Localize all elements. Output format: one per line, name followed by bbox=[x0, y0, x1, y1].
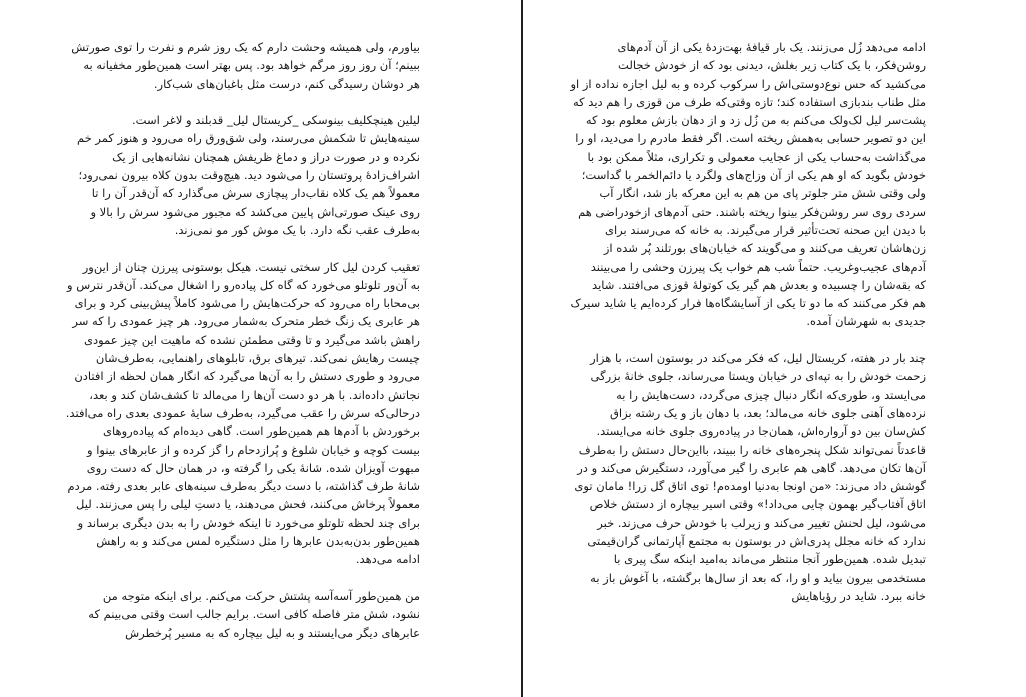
paragraph bbox=[570, 38, 926, 331]
text-line: به‌طرف عقب نگه دارد. با یک موش کور مو نمی‌زند. bbox=[174, 222, 420, 237]
paragraph bbox=[77, 111, 420, 239]
text-line: معمولاً پرخاش می‌کنند، فحش می‌دهند، یا دستِ لیلی را پس می‌زنند. لیل bbox=[76, 497, 420, 512]
text-line: خودش بگوید که او هم یکی از آن وزاج‌های ولگرد یا دائم‌الخمر با گداست؛ bbox=[581, 168, 926, 183]
text-line: می‌کشید که حس نوع‌دوستی‌اش را سرکوب کرده و به لیل اجازه نداده از او bbox=[570, 76, 926, 91]
text-line: گوشش داد می‌زند: «من اونجا به‌دنیا اومده‌م! توی اتاق گل زرا! مامان توی bbox=[574, 479, 926, 494]
text-line: قاعدتاً نمی‌تواند شکل پنجره‌های خانه را ببیند، بااین‌حال دستش را به‌طرف bbox=[578, 442, 926, 457]
text-line: نکرده و در صورت دراز و دماغ ظریفش همچنان نشانه‌هایی از یک bbox=[112, 149, 420, 164]
text-line: چند بار در هفته، کریستال لیل، که فکر می‌کند در بوستون است، با هزار bbox=[590, 351, 926, 366]
text-line: روشن‌فکر، با یک کتاب زیر بغلش، دیدنی بود که از خودش خجالت bbox=[618, 58, 926, 73]
text-line: می‌شود، لیل لحنش تغییر می‌کند و زیرلب با خودش حرف می‌زند. خبر bbox=[597, 515, 926, 530]
text-line: بیست کوچه و خیابان شلوغ و پُرازدحام را گز کرده و از عابرهای بینوا و bbox=[87, 442, 420, 457]
text-line: خانه ببرد. شاید در رؤیاهایش bbox=[791, 588, 926, 603]
text-line: برای چند لحظه تلوتلو می‌خورد تا اینکه خودش را به بدن دیگری برساند و bbox=[77, 515, 420, 530]
text-line: زحمت خودش را به تپه‌ای در خیابان ویستا می‌رساند، جلوی خانهٔ بزرگی bbox=[590, 369, 926, 384]
text-line: من همین‌طور آسه‌آسه پشتش حرکت می‌کنم. برای اینکه متوجه من bbox=[102, 588, 420, 603]
text-line: نرده‌های آهنی جلوی خانه می‌مالد؛ بعد، با دهان باز و یک رشته بزاق bbox=[609, 405, 926, 420]
text-line: درحالی‌که سرش را عقب می‌گیرد، به‌طرف سایهٔ عمودی بعدی راه می‌افتد. bbox=[65, 405, 420, 420]
text-line: می‌ایستد و، طوری‌که انگار دنبال چیزی می‌گردد، دست‌هایش را به bbox=[616, 387, 926, 402]
right-page bbox=[524, 0, 1026, 697]
paragraph-gap bbox=[610, 331, 926, 349]
paragraph bbox=[86, 587, 420, 642]
text-line: می‌گذاشت به‌حساب یکی از عجایب معمولی و تکراری، مثلاً ممکن بود با bbox=[587, 149, 926, 164]
text-line: روی عینک صورتی‌اش پایین می‌کشد که مجبور می‌شود سرش را بالا و bbox=[90, 204, 420, 219]
text-line: که بقه‌شان را چسبیده و بعدش هم گیر یک کوتولهٔ قوزی می‌افتند. شاید bbox=[592, 277, 926, 292]
text-line: آن‌ها تکان می‌دهد. گاهی هم عابری را گیر می‌آورد، دستگیرش می‌کند و در bbox=[577, 460, 926, 475]
text-line: اتاق آفتاب‌گیر بهمون چایی می‌داد!» وقتی اسیر بیچاره از دستش خلاص bbox=[589, 497, 926, 512]
paragraph-gap bbox=[86, 569, 420, 587]
text-line: ندارد که خانه مجلل پدری‌اش در بوستون به مجتمع آپارتمانی گران‌قیمتی bbox=[587, 534, 926, 549]
text-line: برخوردش با آدم‌ها هم همین‌طور است. گاهی دیده‌ام که پیاده‌روهای bbox=[103, 424, 420, 439]
text-line: تعقیب کردن لیل کار سختی نیست. هیکل بوستونی پیرزن چنان از این‌ور bbox=[82, 259, 420, 274]
text-line: مستخدمی بیرون بیاید و او را، که بعد از سال‌ها برگشته، با آغوش باز به bbox=[590, 570, 926, 585]
text-line: ادامه می‌دهد. bbox=[355, 552, 420, 567]
text-line: لیلین هینچکلیف بینوسکی _کریستال لیل_ قدبلند و لاغر است. bbox=[132, 113, 420, 128]
text-line: به آن‌ور تلوتلو می‌خورد که گاه کل پیاده‌رو را اشغال می‌کند. آن‌قدر نترس و bbox=[67, 277, 420, 292]
text-line: شانهٔ طرف گذاشته، با دست دیگر به‌طرف سینه‌های عابر بعدی رفته. مردم bbox=[67, 479, 420, 494]
paragraph-gap bbox=[86, 93, 420, 111]
paragraph-gap bbox=[86, 239, 420, 257]
text-line: هر دوشان رسیدگی کنم، درست مثل باغبان‌های شب‌کار. bbox=[153, 76, 420, 91]
text-line: آدم‌های عجیب‌وغریب. حتماً شب هم خواب یک پیرزن وحشی را می‌بینند bbox=[590, 259, 926, 274]
text-line: بیاورم، ولی همیشه وحشت دارم که یک روز شرم و نفرت را توی صورتش bbox=[71, 40, 420, 54]
text-line: با دیدن این صحنه تحت‌تأثیر قرار می‌گیرند. به خانه که می‌رسند برای bbox=[604, 222, 926, 237]
text-line: مبهوت آویزان شده. شانهٔ یکی را گرفته و، در همان حال که دست روی bbox=[86, 460, 420, 475]
text-line: هر عابری یک زنگ خطر متحرک به‌شمار می‌رود. هر چیز عمودی را که سر bbox=[72, 314, 420, 329]
text-line: ادامه می‌دهد زُل می‌زنند. یک بار قیافهٔ بهت‌زدهٔ یکی از آن آدم‌های bbox=[617, 40, 926, 54]
text-line: این دو تصویر حسابی به‌همش ریخته است. اگر فقط مادرم را می‌دید، او را bbox=[575, 131, 926, 146]
text-line: مثل طناب بندبازی استفاده کند؛ تازه وقتی‌که طرف من قوزی را هم دید که bbox=[572, 94, 926, 109]
text-line: کش‌سان بین دو آرواره‌اش، همان‌جا در پیاده‌روی جلوی خانه می‌ایستد. bbox=[596, 424, 926, 439]
text-line: می‌رود و طوری دستش را به آن‌ها می‌گیرد که انگار همان لحظه از افتادن bbox=[74, 369, 420, 384]
text-line: زن‌هاشان تعریف می‌کنند و می‌گویند که خیابان‌های بورتلند پُر شده از bbox=[603, 241, 926, 256]
paragraph bbox=[574, 349, 926, 605]
text-line: هم فکر می‌کنند که ما دو تا یکی از آسایشگاه‌ها فرار کرده‌ایم یا شاید سیرک bbox=[570, 296, 926, 311]
page-gutter-divider bbox=[521, 0, 523, 697]
text-line: سردی روی سر روشن‌فکر بینوا ریخته باشند. حتی آدم‌های ازخودراضی هم bbox=[578, 204, 926, 219]
paragraph bbox=[71, 38, 420, 93]
text-line: عابرهای دیگر می‌ایستند و به لیل بیچاره که به مسیر پُرخطرش bbox=[125, 625, 420, 640]
text-line: راهش باشد می‌گیرد و تا وقتی مطمئن نشده که ماهیت این چیز عمودی bbox=[83, 332, 420, 347]
text-line: چیست رهایش نمی‌کند. تیرهای برق، تابلوهای راهنمایی، به‌طرف‌شان bbox=[95, 351, 420, 366]
text-line: تبدیل شده. همین‌طور آنجا منتظر می‌ماند به‌امید اینکه سگ پیری با bbox=[613, 552, 926, 567]
text-line: اشراف‌زادهٔ پروتستان را می‌شود دید. هیچ‌وقت بدون کلاه بیرون نمی‌رود؛ bbox=[78, 168, 420, 183]
text-line: معمولاً هم یک کلاه نقاب‌دار پیچازی سرش می‌گذارد که آن‌قدر آن را تا bbox=[91, 186, 420, 201]
text-line: پشت‌سر لیل لک‌ولک می‌کنم به من زُل زد و از دهان بازش معلوم بود که bbox=[585, 113, 926, 128]
text-line: بی‌محابا راه می‌رود که حرکت‌هایش را می‌شود کاملاً پیش‌بینی کرد و برای bbox=[74, 296, 420, 311]
text-line: همین‌طور بدن‌به‌بدن عابرها را مثل دستگیره لمس می‌کند و به راهش bbox=[96, 534, 420, 549]
text-line: ولی وقتی شش متر جلوتر پای من هم به این معرکه باز شد، انگار آب bbox=[599, 186, 926, 201]
text-line: نجاتش داده‌اند. با هر دو دست آن‌ها را می‌مالد تا کشف‌شان کند و بعد، bbox=[89, 387, 420, 402]
text-line: نشود، شش متر فاصله کافی است. برایم جالب است وقتی می‌بینم که bbox=[88, 607, 420, 622]
text-line: ببینم؛ آن روز روز مرگم خواهد بود. پس بهتر است همین‌طور مخفیانه به bbox=[83, 58, 420, 73]
text-line: جدیدی به شهرشان آمده. bbox=[806, 314, 926, 329]
paragraph bbox=[65, 258, 420, 569]
text-line: سینه‌هایش تا شکمش می‌رسند، ولی شق‌ورق راه می‌رود و هنوز کمر خم bbox=[77, 131, 420, 146]
